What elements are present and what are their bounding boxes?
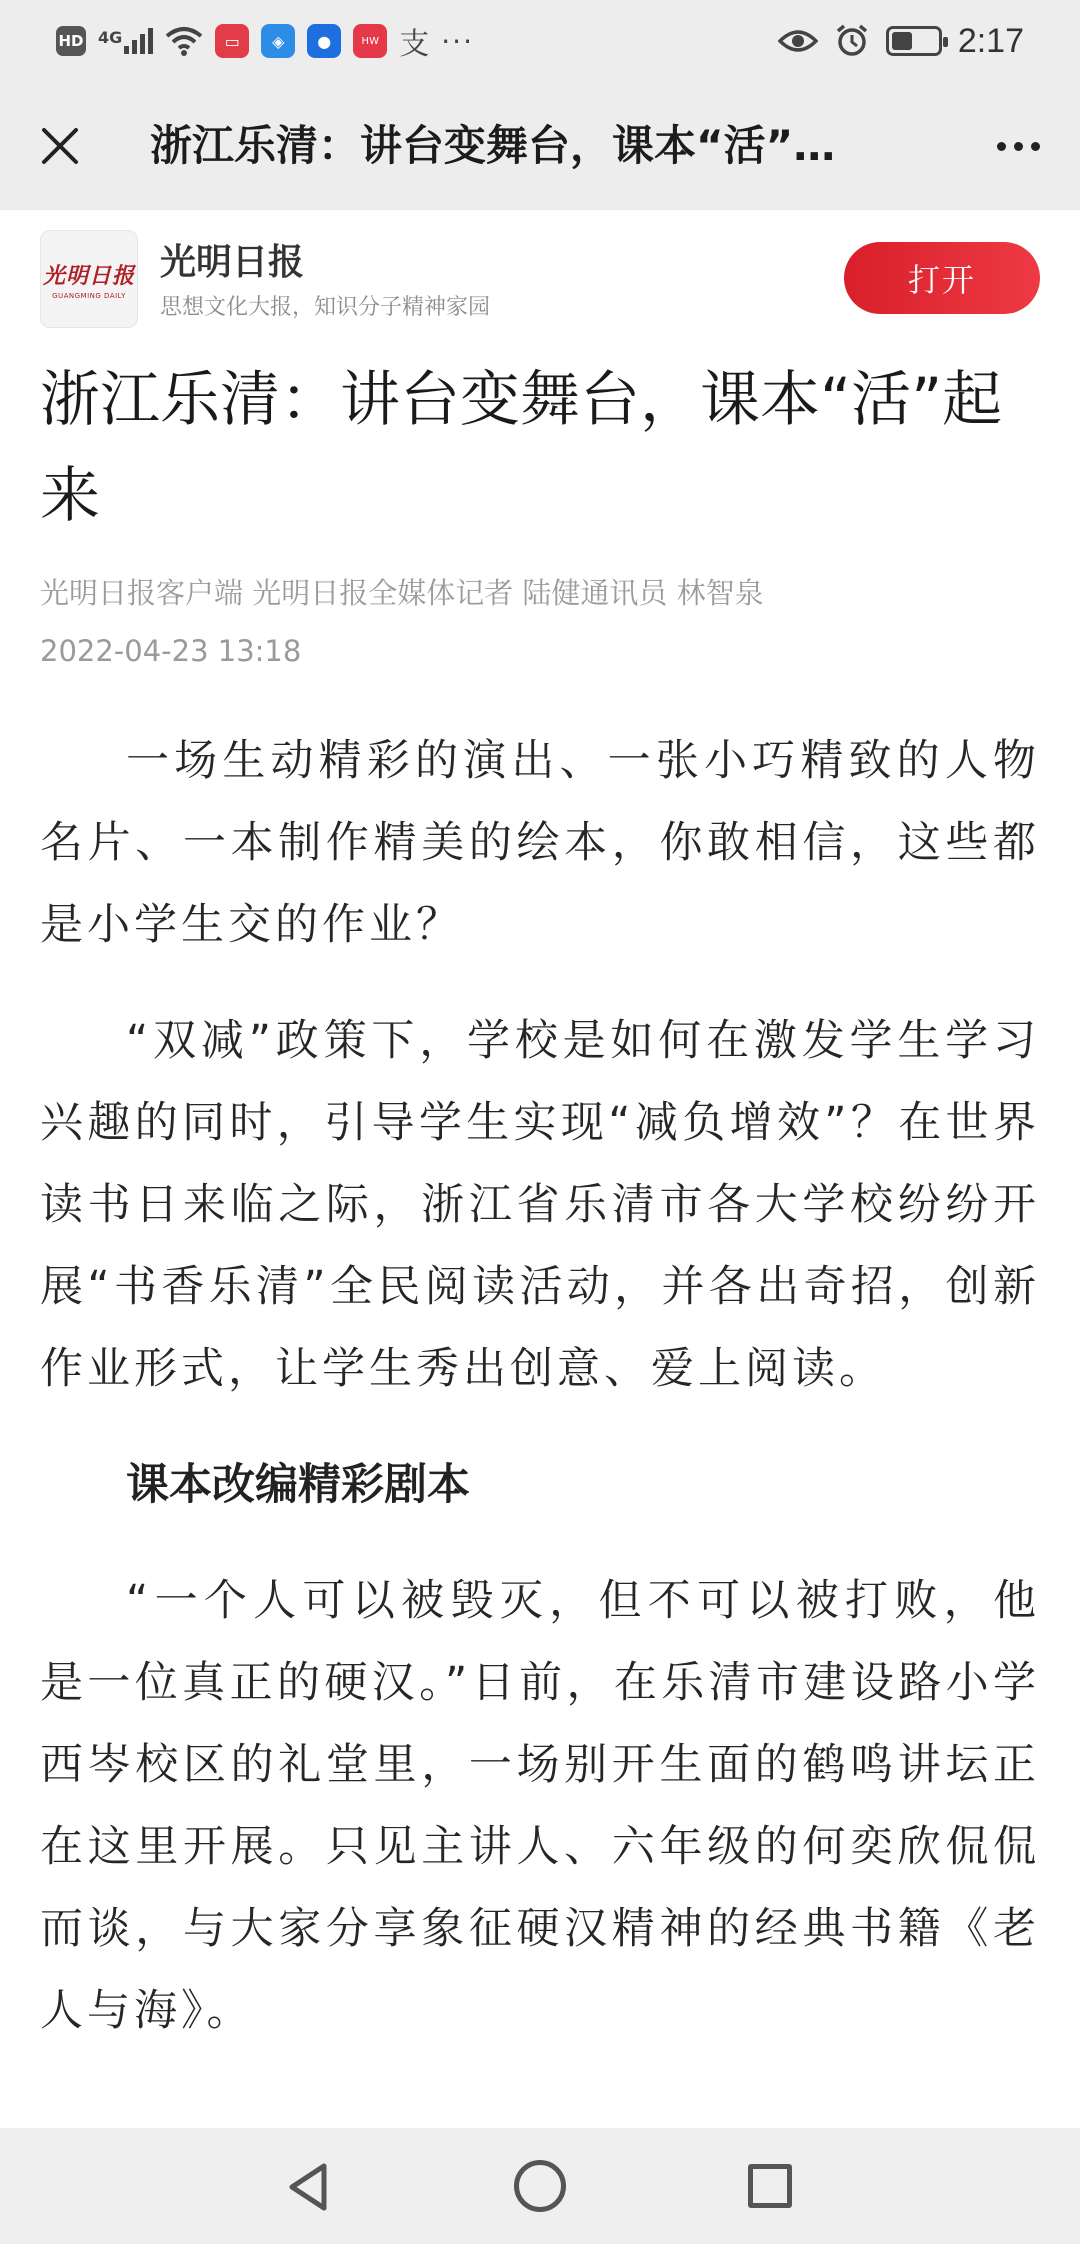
more-icon-dot — [997, 142, 1006, 151]
recent-apps-icon[interactable] — [748, 2164, 792, 2208]
open-app-button[interactable]: 打开 — [844, 242, 1040, 314]
battery-fill — [892, 32, 912, 50]
account-banner — [0, 210, 1080, 338]
article-date: 2022-04-23 13:18 — [40, 634, 302, 668]
close-icon — [40, 126, 80, 166]
hd-icon: HD — [56, 26, 86, 56]
article-paragraph: “一个人可以被毁灭，但不可以被打败，他是一位真正的硬汉。”日前，在乐清市建设路小学西岑校区的礼堂里，一场别开生面的鹤鸣讲坛正在这里开展。只见主讲人、六年级的何奕欣侃侃而谈，与大家分享象征硬汉精神的经典书籍《老人与海》。 — [40, 1576, 1040, 2036]
article-meta — [40, 564, 1040, 680]
more-menu-button[interactable] — [984, 112, 1052, 180]
app-notification-icon: ◈ — [261, 24, 295, 58]
more-icon-dot — [1014, 142, 1023, 151]
article — [40, 338, 1040, 2128]
article-paragraph: “双减”政策下，学校是如何在激发学生学习兴趣的同时，引导学生实现“减负增效”？在世界读书日来临之际，浙江省乐清市各大学校纷纷开展“书香乐清”全民阅读活动，并各出奇招，创新作业形式，让学生秀出创意、爱上阅读。 — [40, 1016, 1040, 1394]
account-slogan: 思想文化大报，知识分子精神家园 — [160, 295, 491, 320]
close-button[interactable] — [26, 112, 94, 180]
article-paragraph: 一场生动精彩的演出、一张小巧精致的人物名片、一本制作精美的绘本，你敢相信，这些都是小学生交的作业？ — [40, 736, 1040, 950]
signal-icon — [98, 28, 153, 54]
article-title: 浙江乐清：讲台变舞台，课本“活”起来 — [40, 365, 1003, 531]
logo-english-text: GUANGMING DAILY — [52, 291, 126, 300]
network-type: 4G — [98, 28, 123, 47]
clock: 2:17 — [957, 21, 1024, 60]
status-right-icons — [778, 16, 1024, 66]
home-icon[interactable] — [514, 2160, 566, 2212]
more-icon-dot — [1031, 142, 1040, 151]
alipay-icon: 支 — [399, 27, 430, 62]
page-title: 浙江乐清：讲台变舞台，课本“活”… — [150, 121, 836, 170]
app-notification-icon: ● — [307, 24, 341, 58]
back-icon[interactable] — [282, 2160, 336, 2214]
alarm-icon — [834, 23, 870, 59]
top-nav-bar — [0, 82, 1080, 210]
account-name[interactable]: 光明日报 — [160, 241, 305, 283]
article-subheading: 课本改编精彩剧本 — [126, 1460, 470, 1510]
system-nav-bar — [0, 2128, 1080, 2244]
logo-text: 光明日报 — [42, 262, 135, 289]
article-byline: 光明日报客户端 光明日报全媒体记者 陆健通讯员 林智泉 — [40, 576, 764, 610]
battery-icon — [886, 26, 942, 56]
wifi-icon — [165, 25, 203, 57]
status-left-icons — [56, 16, 474, 66]
more-notifications-icon: ··· — [441, 24, 474, 58]
status-bar — [0, 0, 1080, 82]
article-body — [40, 720, 1040, 2052]
huawei-app-icon: HW — [353, 24, 387, 58]
eye-icon — [778, 27, 818, 55]
account-logo[interactable] — [40, 230, 138, 328]
app-notification-icon: ▭ — [215, 24, 249, 58]
